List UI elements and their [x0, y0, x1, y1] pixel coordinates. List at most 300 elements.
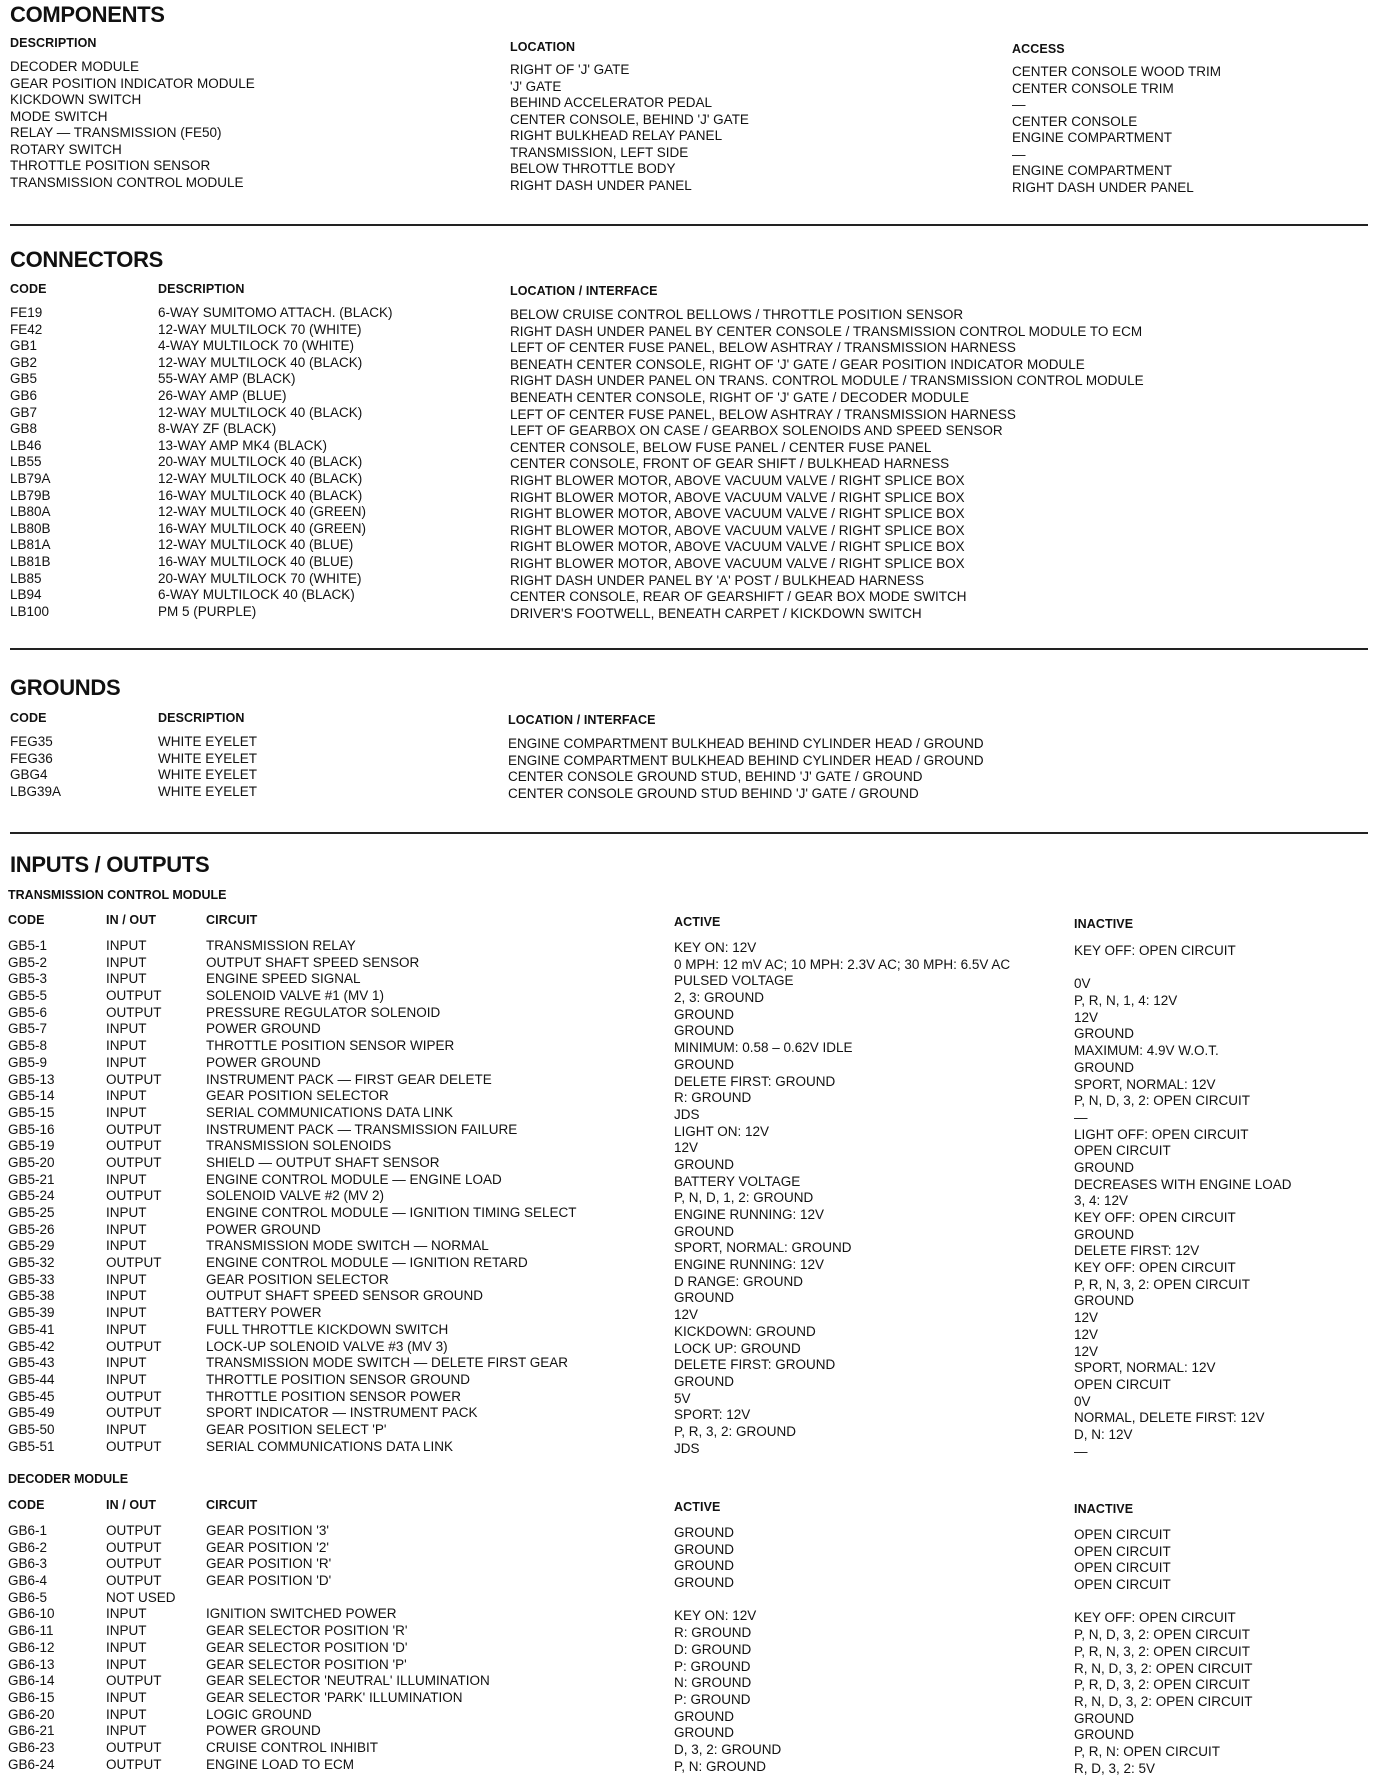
table-cell: INPUT: [106, 1088, 147, 1104]
table-cell: GROUND: [1074, 1293, 1134, 1309]
table-cell: RIGHT DASH UNDER PANEL BY 'A' POST / BULKHEAD HARNESS: [510, 572, 925, 588]
table-cell: GB6-20: [8, 1706, 55, 1722]
table-cell: POWER GROUND: [206, 1021, 321, 1037]
grounds-description-header: DESCRIPTION: [158, 711, 245, 725]
table-cell: TRANSMISSION MODE SWITCH — DELETE FIRST GEAR: [206, 1355, 569, 1371]
table-cell: OUTPUT: [106, 1523, 162, 1538]
decoder-circuit-column: [206, 1523, 490, 1773]
table-cell: GB5-21: [8, 1171, 55, 1187]
table-cell: DECREASES WITH ENGINE LOAD: [1074, 1176, 1292, 1192]
table-cell: TRANSMISSION CONTROL MODULE: [10, 174, 244, 190]
table-cell: GB5-26: [8, 1221, 55, 1237]
table-cell: —: [1074, 1109, 1088, 1125]
decoder-code-column: [8, 1523, 55, 1773]
table-cell: LB80A: [10, 504, 51, 520]
table-cell: OUTPUT SHAFT SPEED SENSOR: [206, 954, 420, 970]
table-cell: OUTPUT: [106, 1255, 162, 1271]
table-cell: GROUND: [1074, 1026, 1134, 1042]
table-cell: INPUT: [106, 1171, 147, 1187]
table-cell: OUTPUT: [106, 1673, 162, 1689]
table-cell: THROTTLE POSITION SENSOR WIPER: [206, 1038, 455, 1054]
table-cell: GB5-1: [8, 938, 48, 953]
table-cell: RIGHT BULKHEAD RELAY PANEL: [510, 128, 723, 143]
table-cell: GROUND: [674, 1006, 734, 1022]
connectors-location-header: LOCATION / INTERFACE: [510, 284, 658, 298]
table-cell: LB94: [10, 587, 42, 603]
table-cell: GB5-25: [8, 1205, 55, 1220]
table-cell: CENTER CONSOLE WOOD TRIM: [1012, 64, 1222, 79]
table-cell: GB5-32: [8, 1255, 55, 1271]
table-cell: RIGHT BLOWER MOTOR, ABOVE VACUUM VALVE / RIGHT SPLICE BOX: [510, 522, 965, 538]
table-cell: SOLENOID VALVE #1 (MV 1): [206, 988, 385, 1004]
table-cell: ENGINE RUNNING: 12V: [674, 1207, 825, 1222]
table-cell: 12V: [1074, 1326, 1099, 1342]
tcm-active-header: ACTIVE: [674, 915, 721, 929]
table-cell: —: [1012, 97, 1026, 112]
table-cell: TRANSMISSION RELAY: [206, 938, 356, 953]
io-title: INPUTS / OUTPUTS: [10, 852, 210, 877]
table-cell: INSTRUMENT PACK — TRANSMISSION FAILURE: [206, 1121, 518, 1137]
table-cell: 'J' GATE: [510, 78, 562, 94]
tcm-inout-column: [106, 938, 162, 1455]
connectors-code-header: CODE: [10, 282, 47, 296]
table-cell: ENGINE RUNNING: 12V: [674, 1257, 825, 1273]
table-cell: PRESSURE REGULATOR SOLENOID: [206, 1004, 441, 1020]
section-divider: [10, 832, 1368, 834]
section-divider: [10, 224, 1368, 226]
tcm-circuit-header: CIRCUIT: [206, 913, 258, 927]
table-cell: LB100: [10, 603, 50, 619]
table-cell: ENGINE CONTROL MODULE — IGNITION RETARD: [206, 1255, 528, 1271]
table-cell: INPUT: [106, 1221, 147, 1237]
table-cell: GB5-49: [8, 1405, 55, 1421]
table-cell: INPUT: [106, 1623, 147, 1639]
table-cell: NOT USED: [106, 1589, 176, 1605]
table-cell: OUTPUT: [106, 1539, 162, 1555]
table-cell: DELETE FIRST: GROUND: [674, 1073, 836, 1089]
table-cell: CENTER CONSOLE TRIM: [1012, 80, 1174, 96]
table-cell: INPUT: [106, 1288, 147, 1304]
table-cell: OPEN CIRCUIT: [1074, 1560, 1171, 1576]
connectors-code-column: [10, 305, 51, 620]
table-cell: P: GROUND: [674, 1691, 751, 1707]
table-cell: 0 MPH: 12 mV AC; 10 MPH: 2.3V AC; 30 MPH: 6.5V AC: [674, 956, 1011, 972]
table-cell: GEAR POSITION SELECTOR: [206, 1271, 389, 1287]
tcm-inout-header: IN / OUT: [106, 913, 157, 927]
table-cell: 8-WAY ZF (BLACK): [158, 421, 277, 437]
table-cell: OUTPUT: [106, 1556, 162, 1572]
table-cell: 4-WAY MULTILOCK 70 (WHITE): [158, 338, 355, 354]
table-cell: GB5-14: [8, 1088, 55, 1104]
table-cell: GB5-33: [8, 1271, 55, 1287]
table-cell: ENGINE LOAD TO ECM: [206, 1756, 355, 1772]
table-cell: LB85: [10, 570, 42, 586]
table-cell: INPUT: [106, 1421, 147, 1437]
table-cell: DELETE FIRST: GROUND: [674, 1357, 836, 1373]
table-cell: RIGHT DASH UNDER PANEL ON TRANS. CONTROL MODULE / TRANSMISSION CONTROL MODULE: [510, 373, 1144, 389]
table-cell: ENGINE SPEED SIGNAL: [206, 971, 361, 987]
table-cell: OUTPUT: [106, 988, 162, 1004]
table-cell: GEAR POSITION '2': [206, 1539, 329, 1555]
decoder-inactive-column: [1074, 1527, 1253, 1777]
tcm-code-column: [8, 938, 55, 1455]
table-cell: BATTERY POWER: [206, 1305, 322, 1321]
table-cell: SPORT INDICATOR — INSTRUMENT PACK: [206, 1405, 478, 1421]
table-cell: INPUT: [106, 1104, 147, 1120]
table-cell: CENTER CONSOLE, BELOW FUSE PANEL / CENTER FUSE PANEL: [510, 439, 932, 455]
table-cell: GROUND: [674, 1525, 734, 1540]
table-cell: R, D, 3, 2: 5V: [1074, 1760, 1156, 1776]
table-cell: LEFT OF CENTER FUSE PANEL, BELOW ASHTRAY / TRANSMISSION HARNESS: [510, 340, 1016, 356]
table-cell: ENGINE COMPARTMENT: [1012, 163, 1173, 178]
grounds-location-column: [508, 736, 984, 802]
table-cell: GB5-41: [8, 1321, 55, 1337]
table-cell: INPUT: [106, 1205, 147, 1220]
table-cell: GB6-11: [8, 1623, 54, 1639]
table-cell: GROUND: [674, 1541, 734, 1557]
table-cell: D, 3, 2: GROUND: [674, 1741, 782, 1757]
table-cell: SERIAL COMMUNICATIONS DATA LINK: [206, 1104, 454, 1120]
components-title: COMPONENTS: [10, 2, 165, 27]
table-cell: ENGINE CONTROL MODULE — IGNITION TIMING SELECT: [206, 1205, 577, 1220]
table-cell: 16-WAY MULTILOCK 40 (GREEN): [158, 520, 367, 536]
table-cell: INPUT: [106, 938, 147, 953]
table-cell: SERIAL COMMUNICATIONS DATA LINK: [206, 1438, 454, 1454]
table-cell: OUTPUT: [106, 1004, 162, 1020]
table-cell: INPUT: [106, 1021, 147, 1037]
table-cell: GB5-15: [8, 1104, 55, 1120]
table-cell: GB6-24: [8, 1756, 55, 1772]
table-cell: GB6-13: [8, 1656, 55, 1672]
table-cell: ENGINE COMPARTMENT BULKHEAD BEHIND CYLINDER HEAD / GROUND: [508, 752, 984, 768]
table-cell: 5V: [674, 1390, 691, 1406]
table-cell: WHITE EYELET: [158, 783, 258, 799]
table-cell: WHITE EYELET: [158, 750, 258, 766]
table-cell: P, N, D, 3, 2: OPEN CIRCUIT: [1074, 1093, 1251, 1109]
table-cell: OPEN CIRCUIT: [1074, 1143, 1171, 1159]
decoder-active-column: [674, 1525, 781, 1775]
connectors-description-header: DESCRIPTION: [158, 282, 245, 296]
decoder-circuit-header: CIRCUIT: [206, 1498, 258, 1512]
table-cell: P, R, N: OPEN CIRCUIT: [1074, 1743, 1221, 1759]
table-cell: OPEN CIRCUIT: [1074, 1543, 1171, 1559]
table-cell: GEAR POSITION 'D': [206, 1573, 332, 1589]
table-cell: GEAR POSITION SELECT 'P': [206, 1421, 387, 1437]
table-cell: GB5-9: [8, 1054, 48, 1070]
grounds-location-header: LOCATION / INTERFACE: [508, 713, 656, 727]
table-cell: INPUT: [106, 1706, 147, 1722]
table-cell: RIGHT BLOWER MOTOR, ABOVE VACUUM VALVE / RIGHT SPLICE BOX: [510, 539, 965, 555]
table-cell: OUTPUT SHAFT SPEED SENSOR GROUND: [206, 1288, 484, 1304]
table-cell: THROTTLE POSITION SENSOR: [10, 158, 211, 173]
table-cell: P, N: GROUND: [674, 1758, 767, 1774]
table-cell: P: GROUND: [674, 1658, 751, 1674]
table-cell: CENTER CONSOLE, BEHIND 'J' GATE: [510, 111, 749, 127]
table-cell: GB6-2: [8, 1539, 48, 1555]
decoder-inout-column: [106, 1523, 176, 1773]
table-cell: 16-WAY MULTILOCK 40 (BLUE): [158, 553, 354, 569]
grounds-title: GROUNDS: [10, 675, 121, 700]
table-cell: THROTTLE POSITION SENSOR POWER: [206, 1388, 462, 1404]
table-cell: JDS: [674, 1106, 700, 1122]
table-cell: FE19: [10, 305, 43, 320]
table-cell: 12V: [674, 1307, 699, 1323]
table-cell: ENGINE COMPARTMENT: [1012, 130, 1173, 145]
table-cell: MODE SWITCH: [10, 108, 108, 124]
table-cell: INPUT: [106, 1054, 147, 1070]
table-cell: 26-WAY AMP (BLUE): [158, 387, 287, 403]
table-cell: GB5-7: [8, 1021, 48, 1037]
table-cell: P, R, D, 3, 2: OPEN CIRCUIT: [1074, 1677, 1251, 1693]
tcm-code-header: CODE: [8, 913, 45, 927]
table-cell: GB6-1: [8, 1523, 48, 1538]
table-cell: GB5-29: [8, 1238, 55, 1254]
table-cell: GB5-5: [8, 988, 48, 1004]
table-cell: [674, 1592, 781, 1609]
table-cell: OUTPUT: [106, 1405, 162, 1421]
table-cell: FE42: [10, 321, 43, 337]
grounds-description-column: [158, 734, 257, 800]
table-cell: LOCK-UP SOLENOID VALVE #3 (MV 3): [206, 1338, 448, 1354]
table-cell: INPUT: [106, 1606, 147, 1622]
table-cell: BATTERY VOLTAGE: [674, 1173, 801, 1189]
table-cell: GB6-3: [8, 1556, 48, 1572]
table-cell: FULL THROTTLE KICKDOWN SWITCH: [206, 1321, 449, 1337]
table-cell: GROUND: [674, 1575, 734, 1591]
table-cell: GBG4: [10, 767, 48, 782]
decoder-code-header: CODE: [8, 1498, 45, 1512]
tcm-active-column: [674, 940, 1010, 1457]
table-cell: FEG35: [10, 734, 53, 749]
table-cell: GROUND: [674, 1558, 734, 1574]
table-cell: R: GROUND: [674, 1090, 752, 1106]
table-cell: 12-WAY MULTILOCK 40 (BLUE): [158, 537, 354, 553]
table-cell: SHIELD — OUTPUT SHAFT SENSOR: [206, 1154, 440, 1170]
table-cell: 12-WAY MULTILOCK 40 (BLACK): [158, 354, 363, 370]
table-cell: GROUND: [674, 1725, 734, 1741]
table-cell: GB5-45: [8, 1388, 55, 1404]
table-cell: POWER GROUND: [206, 1723, 321, 1739]
table-cell: [1074, 960, 1292, 977]
table-cell: SPORT, NORMAL: 12V: [1074, 1076, 1216, 1092]
table-cell: RIGHT DASH UNDER PANEL: [510, 177, 692, 193]
table-cell: INPUT: [106, 1238, 147, 1254]
table-cell: RIGHT BLOWER MOTOR, ABOVE VACUUM VALVE / RIGHT SPLICE BOX: [510, 506, 965, 522]
table-cell: OUTPUT: [106, 1438, 162, 1454]
tcm-subtitle: TRANSMISSION CONTROL MODULE: [8, 888, 227, 902]
table-cell: GROUND: [674, 1023, 734, 1039]
table-cell: P, R, N, 3, 2: OPEN CIRCUIT: [1074, 1643, 1251, 1659]
table-cell: 16-WAY MULTILOCK 40 (BLACK): [158, 487, 363, 503]
table-cell: POWER GROUND: [206, 1221, 321, 1237]
table-cell: GB6: [10, 387, 38, 403]
table-cell: LOGIC GROUND: [206, 1706, 312, 1722]
table-cell: TRANSMISSION MODE SWITCH — NORMAL: [206, 1238, 489, 1254]
connectors-title: CONNECTORS: [10, 247, 164, 272]
table-cell: GB6-5: [8, 1589, 48, 1605]
table-cell: 12V: [1074, 1310, 1099, 1326]
table-cell: GB6-21: [8, 1723, 55, 1739]
table-cell: RIGHT BLOWER MOTOR, ABOVE VACUUM VALVE / RIGHT SPLICE BOX: [510, 555, 965, 571]
table-cell: GB6-12: [8, 1639, 55, 1655]
table-cell: 13-WAY AMP MK4 (BLACK): [158, 437, 328, 453]
tcm-inactive-column: [1074, 943, 1292, 1460]
table-cell: DECODER MODULE: [10, 59, 140, 74]
table-cell: INPUT: [106, 1305, 147, 1321]
table-cell: GB5-19: [8, 1138, 55, 1154]
table-cell: 12V: [674, 1140, 699, 1156]
table-cell: GB6-10: [8, 1606, 55, 1622]
table-cell: D RANGE: GROUND: [674, 1273, 804, 1289]
table-cell: LB79A: [10, 470, 51, 486]
table-cell: CENTER CONSOLE GROUND STUD BEHIND 'J' GATE / GROUND: [508, 785, 919, 801]
table-cell: R, N, D, 3, 2: OPEN CIRCUIT: [1074, 1693, 1253, 1709]
table-cell: D: GROUND: [674, 1641, 752, 1657]
table-cell: RIGHT OF 'J' GATE: [510, 62, 630, 77]
table-cell: OUTPUT: [106, 1121, 162, 1137]
table-cell: P, R, N, 3, 2: OPEN CIRCUIT: [1074, 1276, 1251, 1292]
table-cell: OPEN CIRCUIT: [1074, 1577, 1171, 1593]
table-cell: LEFT OF CENTER FUSE PANEL, BELOW ASHTRAY / TRANSMISSION HARNESS: [510, 406, 1016, 422]
table-cell: GB5-2: [8, 954, 48, 970]
table-cell: ENGINE CONTROL MODULE — ENGINE LOAD: [206, 1171, 502, 1187]
table-cell: GB5-42: [8, 1338, 55, 1354]
table-cell: OUTPUT: [106, 1071, 162, 1087]
table-cell: —: [1074, 1443, 1088, 1459]
table-cell: DRIVER'S FOOTWELL, BENEATH CARPET / KICKDOWN SWITCH: [510, 605, 922, 621]
table-cell: KEY OFF: OPEN CIRCUIT: [1074, 1260, 1236, 1276]
table-cell: LB46: [10, 437, 42, 453]
table-cell: [206, 1590, 490, 1607]
table-cell: KEY OFF: OPEN CIRCUIT: [1074, 1610, 1236, 1626]
table-cell: SPORT: 12V: [674, 1407, 751, 1423]
table-cell: GEAR SELECTOR POSITION 'P': [206, 1656, 407, 1672]
table-cell: GB2: [10, 354, 38, 370]
table-cell: RIGHT BLOWER MOTOR, ABOVE VACUUM VALVE / RIGHT SPLICE BOX: [510, 472, 965, 488]
table-cell: GB5-6: [8, 1004, 48, 1020]
table-cell: GEAR POSITION SELECTOR: [206, 1088, 389, 1104]
table-cell: INSTRUMENT PACK — FIRST GEAR DELETE: [206, 1071, 492, 1087]
grounds-code-header: CODE: [10, 711, 47, 725]
table-cell: 0V: [1074, 1393, 1091, 1409]
table-cell: DELETE FIRST: 12V: [1074, 1243, 1200, 1259]
table-cell: KEY OFF: OPEN CIRCUIT: [1074, 1210, 1236, 1225]
table-cell: P, N, D, 3, 2: OPEN CIRCUIT: [1074, 1627, 1251, 1643]
table-cell: LB55: [10, 454, 42, 470]
table-cell: GEAR POSITION INDICATOR MODULE: [10, 75, 255, 91]
table-cell: GB5: [10, 371, 38, 387]
components-location-header: LOCATION: [510, 40, 576, 54]
table-cell: GROUND: [1074, 1727, 1134, 1743]
table-cell: GEAR POSITION '3': [206, 1523, 329, 1538]
table-cell: INPUT: [106, 971, 147, 987]
table-cell: OUTPUT: [106, 1573, 162, 1589]
table-cell: TRANSMISSION SOLENOIDS: [206, 1138, 392, 1154]
table-cell: 12V: [1074, 1009, 1099, 1025]
table-cell: 0V: [1074, 976, 1091, 992]
table-cell: D, N: 12V: [1074, 1426, 1133, 1442]
table-cell: LB81A: [10, 537, 51, 553]
table-cell: LB80B: [10, 520, 51, 536]
table-cell: GB7: [10, 404, 38, 420]
table-cell: GEAR SELECTOR 'PARK' ILLUMINATION: [206, 1689, 463, 1705]
table-cell: GB5-38: [8, 1288, 55, 1304]
table-cell: RELAY — TRANSMISSION (FE50): [10, 125, 222, 140]
table-cell: 6-WAY MULTILOCK 40 (BLACK): [158, 587, 355, 603]
table-cell: LB79B: [10, 487, 51, 503]
table-cell: GB6-4: [8, 1573, 48, 1589]
table-cell: GROUND: [674, 1056, 734, 1072]
table-cell: 6-WAY SUMITOMO ATTACH. (BLACK): [158, 305, 393, 320]
table-cell: BEHIND ACCELERATOR PEDAL: [510, 95, 713, 110]
table-cell: —: [1012, 146, 1026, 162]
table-cell: OUTPUT: [106, 1338, 162, 1354]
table-cell: CRUISE CONTROL INHIBIT: [206, 1739, 379, 1755]
table-cell: GB8: [10, 421, 38, 437]
table-cell: GEAR SELECTOR 'NEUTRAL' ILLUMINATION: [206, 1673, 490, 1689]
table-cell: ROTARY SWITCH: [10, 141, 122, 157]
table-cell: INPUT: [106, 1639, 147, 1655]
table-cell: INPUT: [106, 1656, 147, 1672]
table-cell: CENTER CONSOLE: [1012, 113, 1138, 129]
table-cell: GB5-43: [8, 1355, 55, 1371]
table-cell: GROUND: [1074, 1226, 1134, 1242]
components-access-header: ACCESS: [1012, 42, 1065, 56]
components-access-column: [1012, 64, 1221, 196]
table-cell: OUTPUT: [106, 1388, 162, 1404]
table-cell: R, N, D, 3, 2: OPEN CIRCUIT: [1074, 1660, 1253, 1676]
table-cell: SPORT, NORMAL: 12V: [1074, 1360, 1216, 1376]
table-cell: WHITE EYELET: [158, 767, 258, 782]
table-cell: GB5-39: [8, 1305, 55, 1321]
table-cell: KEY OFF: OPEN CIRCUIT: [1074, 943, 1236, 958]
table-cell: LEFT OF GEARBOX ON CASE / GEARBOX SOLENOIDS AND SPEED SENSOR: [510, 423, 1003, 439]
table-cell: 3, 4: 12V: [1074, 1193, 1129, 1209]
table-cell: INPUT: [106, 954, 147, 970]
components-location-column: [510, 62, 749, 194]
table-cell: LBG39A: [10, 783, 62, 799]
table-cell: R: GROUND: [674, 1625, 752, 1641]
table-cell: BENEATH CENTER CONSOLE, RIGHT OF 'J' GATE / GEAR POSITION INDICATOR MODULE: [510, 356, 1085, 372]
table-cell: P, R, 3, 2: GROUND: [674, 1423, 797, 1439]
table-cell: INPUT: [106, 1371, 147, 1387]
table-cell: BELOW CRUISE CONTROL BELLOWS / THROTTLE POSITION SENSOR: [510, 307, 964, 322]
table-cell: FEG36: [10, 750, 53, 766]
table-cell: GROUND: [674, 1223, 734, 1239]
table-cell: GB6-23: [8, 1739, 55, 1755]
table-cell: POWER GROUND: [206, 1054, 321, 1070]
table-cell: GB6-15: [8, 1689, 55, 1705]
table-cell: IGNITION SWITCHED POWER: [206, 1606, 397, 1622]
table-cell: TRANSMISSION, LEFT SIDE: [510, 144, 689, 160]
table-cell: BELOW THROTTLE BODY: [510, 161, 676, 176]
table-cell: GB1: [10, 338, 38, 354]
table-cell: 12-WAY MULTILOCK 70 (WHITE): [158, 321, 362, 337]
table-cell: OUTPUT: [106, 1739, 162, 1755]
table-cell: KICKDOWN: GROUND: [674, 1323, 816, 1339]
table-cell: PULSED VOLTAGE: [674, 973, 794, 989]
table-cell: N: GROUND: [674, 1675, 752, 1691]
table-cell: GB5-8: [8, 1038, 48, 1054]
decoder-inactive-header: INACTIVE: [1074, 1502, 1134, 1516]
table-cell: GB5-51: [8, 1438, 55, 1454]
table-cell: SOLENOID VALVE #2 (MV 2): [206, 1188, 385, 1204]
table-cell: 12V: [1074, 1343, 1099, 1359]
table-cell: LOCK UP: GROUND: [674, 1340, 801, 1356]
tcm-circuit-column: [206, 938, 577, 1455]
tcm-inactive-header: INACTIVE: [1074, 917, 1134, 931]
table-cell: ENGINE COMPARTMENT BULKHEAD BEHIND CYLINDER HEAD / GROUND: [508, 736, 984, 751]
